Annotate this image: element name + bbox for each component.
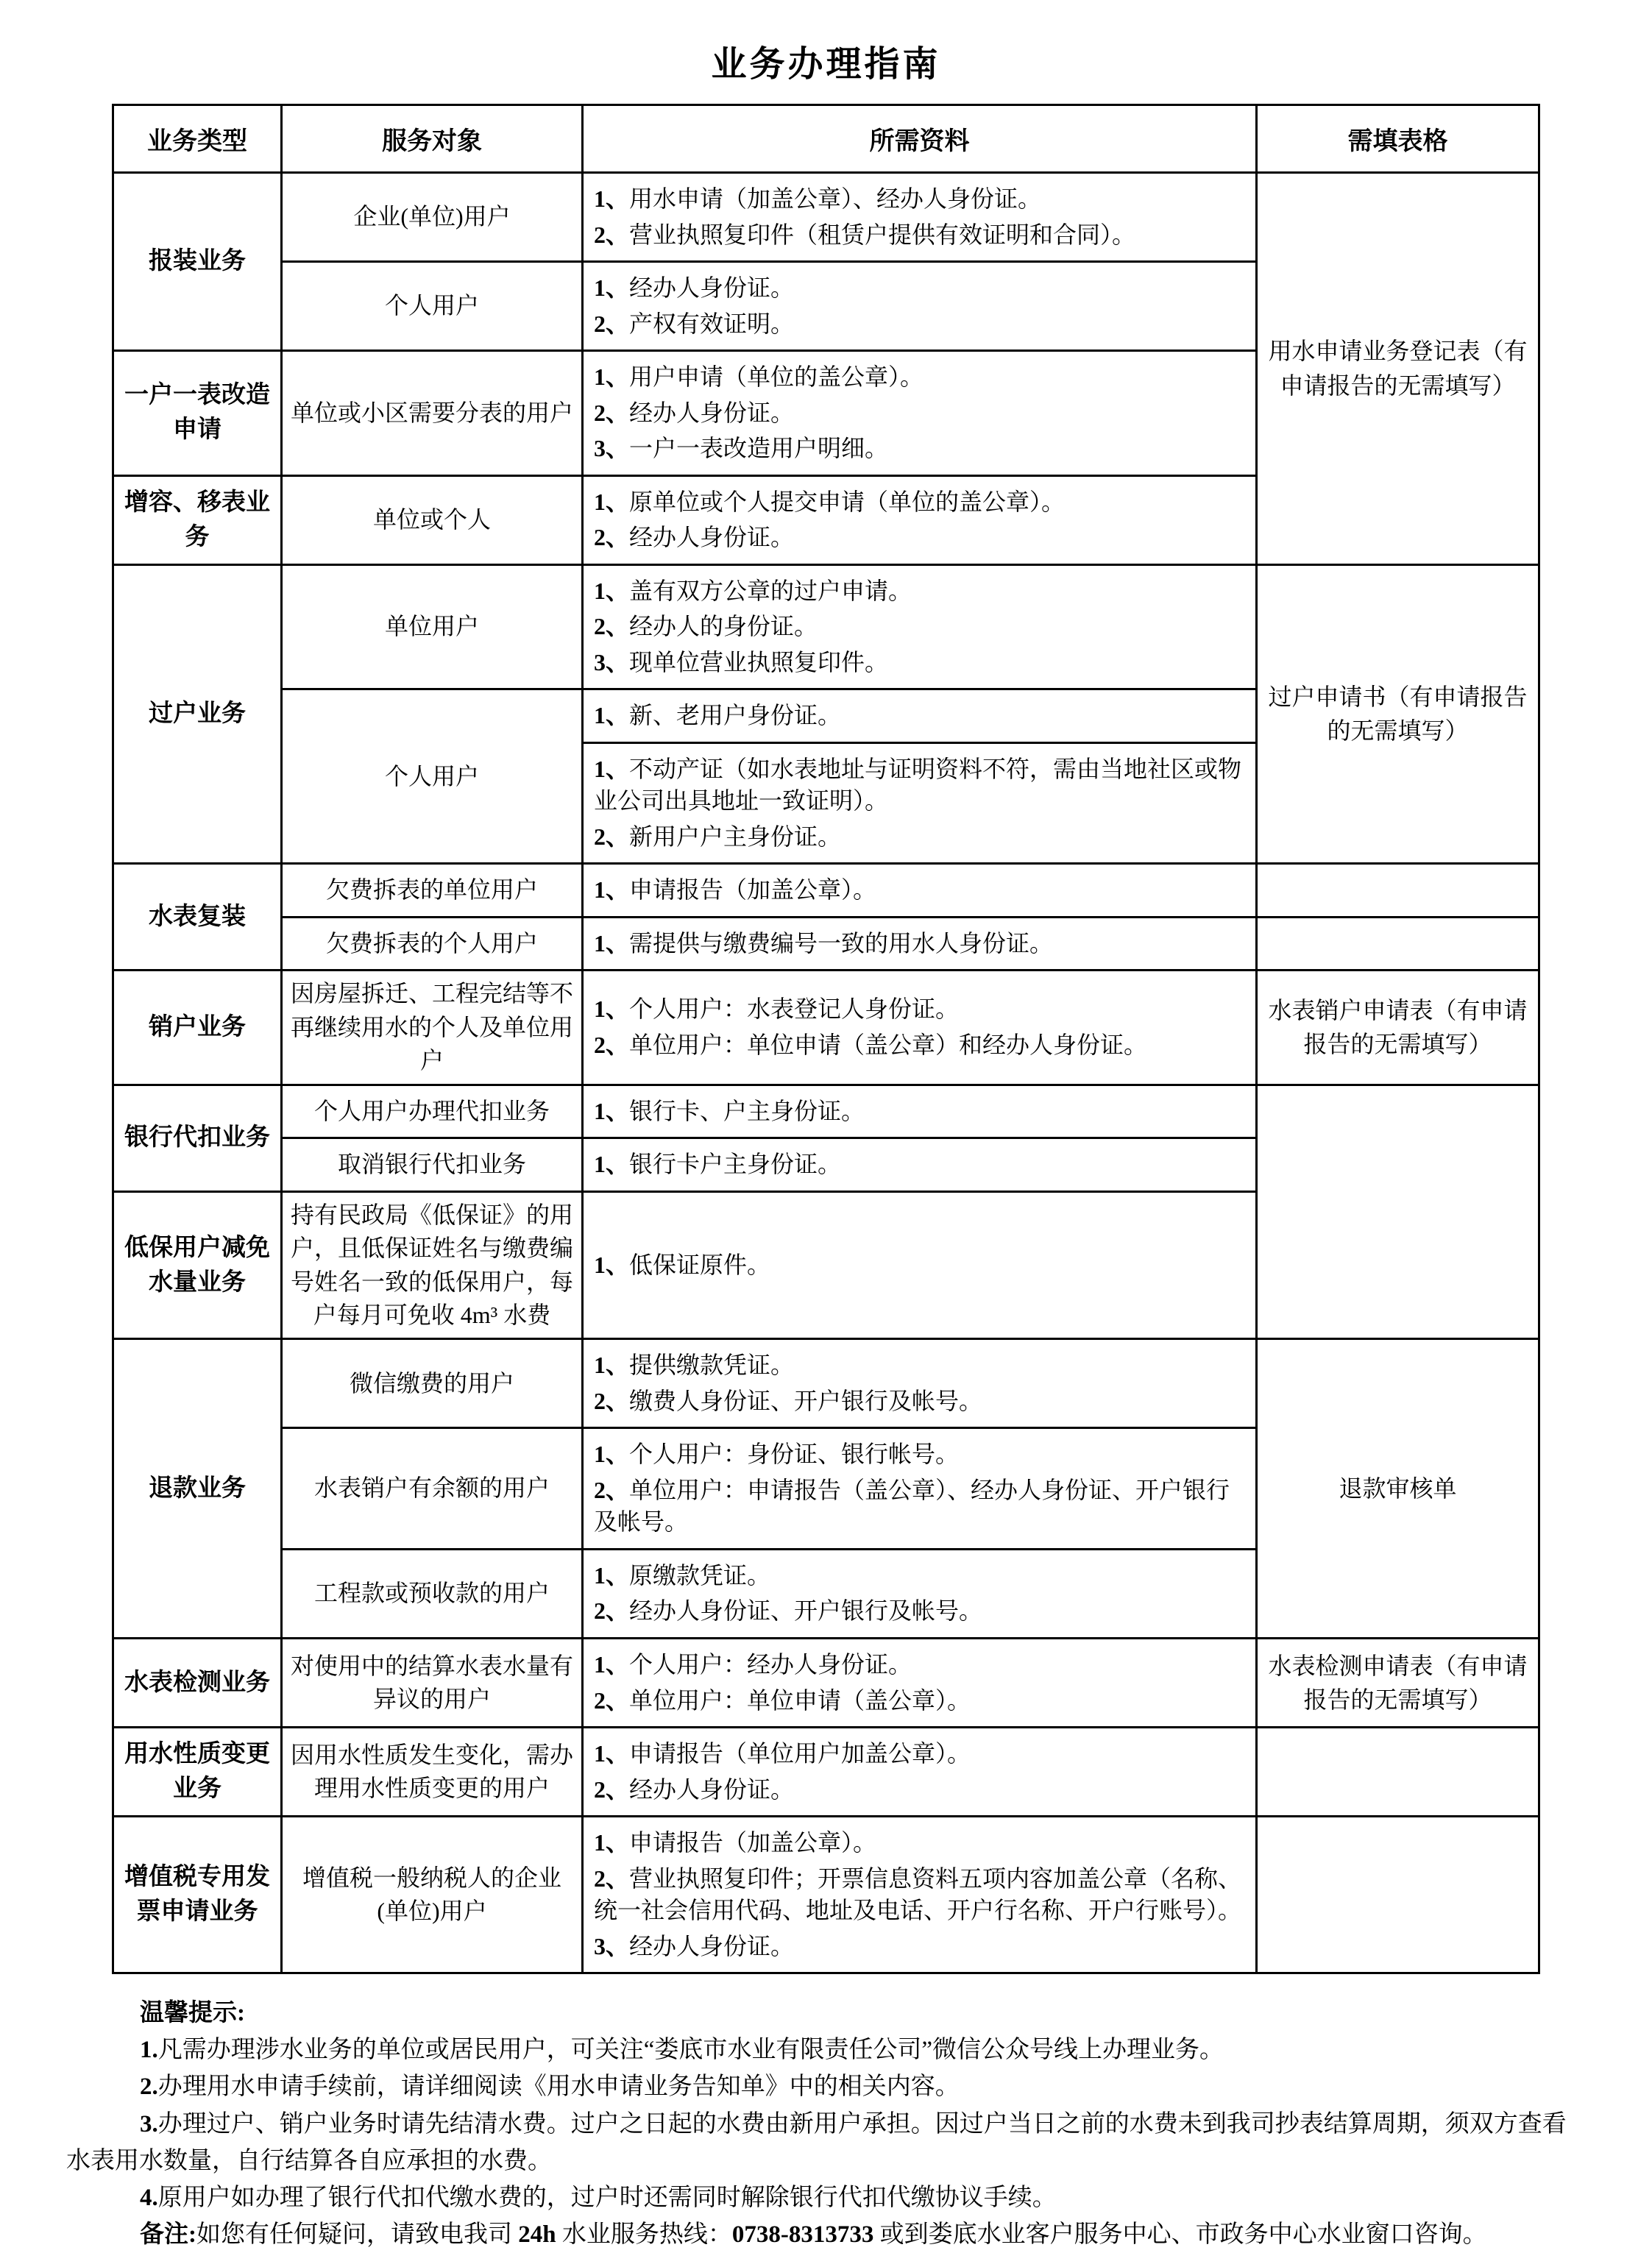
item-number: 3、 — [594, 435, 630, 462]
form-cell: 水表检测申请表（有申请报告的无需填写） — [1257, 1638, 1539, 1727]
item-text: 营业执照复印件（租赁户提供有效证明和合同）。 — [629, 221, 1136, 248]
service-target-cell: 微信缴费的用户 — [282, 1339, 583, 1428]
hotline-hours: 24h — [518, 2221, 556, 2249]
note-number: 3. — [140, 2110, 158, 2137]
item-number: 1、 — [594, 363, 630, 391]
service-target-cell: 因用水性质发生变化，需办理用水性质变更的用户 — [282, 1728, 583, 1817]
form-cell: 用水申请业务登记表（有申请报告的无需填写） — [1257, 173, 1539, 565]
materials-cell — [583, 742, 1257, 864]
material-item — [594, 219, 1247, 252]
remark-label: 备注: — [140, 2221, 196, 2249]
material-item — [594, 1649, 1247, 1681]
business-type-cell: 退款业务 — [113, 1339, 282, 1639]
service-target-cell: 欠费拆表的个人用户 — [282, 917, 583, 971]
table-row — [113, 864, 1539, 918]
material-item — [594, 1029, 1247, 1062]
business-type-cell: 一户一表改造申请 — [113, 351, 282, 476]
materials-cell — [583, 564, 1257, 689]
material-item — [594, 611, 1247, 643]
table-row — [113, 564, 1539, 689]
materials-cell — [583, 475, 1257, 564]
note-number: 2. — [140, 2073, 158, 2101]
item-number: 1、 — [594, 274, 630, 302]
service-target-cell: 个人用户 — [282, 262, 583, 351]
material-item — [594, 1827, 1247, 1859]
item-text: 经办人的身份证。 — [629, 613, 818, 640]
materials-cell — [583, 1817, 1257, 1973]
material-item — [594, 1438, 1247, 1471]
item-text: 原缴款凭证。 — [629, 1561, 771, 1589]
material-item — [594, 397, 1247, 430]
material-item — [594, 753, 1247, 817]
material-item — [594, 1385, 1247, 1418]
service-target-cell: 因房屋拆迁、工程完结等不再继续用水的个人及单位用户 — [282, 971, 583, 1085]
material-item — [594, 1349, 1247, 1382]
item-text: 营业执照复印件；开票信息资料五项内容加盖公章（名称、统一社会信用代码、地址及电话、开户行名称、开户行账号）。 — [594, 1865, 1242, 1924]
material-item — [594, 1685, 1247, 1717]
item-text: 申请报告（单位用户加盖公章）。 — [629, 1740, 971, 1767]
header-row — [113, 105, 1539, 173]
note-text: 办理用水申请手续前，请详细阅读《用水申请业务告知单》中的相关内容。 — [157, 2073, 960, 2101]
item-number: 2、 — [594, 1597, 630, 1625]
service-target-cell: 单位或小区需要分表的用户 — [282, 351, 583, 476]
item-text: 盖有双方公章的过户申请。 — [629, 577, 912, 604]
item-number: 2、 — [594, 1775, 630, 1803]
form-cell — [1257, 1817, 1539, 1973]
material-item — [594, 1096, 1247, 1128]
item-text: 原单位或个人提交申请（单位的盖公章）。 — [629, 488, 1066, 515]
item-number: 1、 — [594, 1829, 630, 1856]
service-target-cell: 持有民政局《低保证》的用户，且低保证姓名与缴费编号姓名一致的低保用户，每户每月可免收 4m³ 水费 — [282, 1191, 583, 1339]
business-type-cell: 用水性质变更业务 — [113, 1728, 282, 1817]
business-type-cell: 报装业务 — [113, 173, 282, 351]
materials-cell — [583, 262, 1257, 351]
table-row — [113, 971, 1539, 1085]
note-number: 4. — [140, 2184, 158, 2211]
service-target-cell: 对使用中的结算水表水量有异议的用户 — [282, 1638, 583, 1727]
table-row — [113, 173, 1539, 262]
item-text: 提供缴款凭证。 — [629, 1352, 795, 1379]
item-text: 不动产证（如水表地址与证明资料不符，需由当地社区或物业公司出具地址一致证明）。 — [594, 755, 1242, 815]
materials-cell — [583, 917, 1257, 971]
notes-section — [66, 1995, 1582, 2253]
item-number: 1、 — [594, 876, 630, 904]
item-number: 1、 — [594, 755, 630, 782]
item-text: 新、老用户身份证。 — [629, 702, 842, 729]
business-guide-table — [112, 104, 1540, 1974]
service-target-cell: 水表销户有余额的用户 — [282, 1428, 583, 1550]
notes-heading — [66, 1995, 1582, 2032]
item-number: 1、 — [594, 1561, 630, 1589]
material-item — [594, 821, 1247, 854]
notes-heading-label: 温馨提示: — [140, 2000, 245, 2027]
item-number: 1、 — [594, 1097, 630, 1124]
materials-cell — [583, 1728, 1257, 1817]
materials-cell — [583, 1428, 1257, 1550]
form-cell: 水表销户申请表（有申请报告的无需填写） — [1257, 971, 1539, 1085]
note-text: 原用户如办理了银行代扣代缴水费的，过户时还需同时解除银行代扣代缴协议手续。 — [157, 2184, 1057, 2211]
material-item — [594, 1931, 1247, 1963]
material-item — [594, 183, 1247, 216]
note-item — [66, 2179, 1582, 2216]
material-item — [594, 1738, 1247, 1770]
item-text: 需提供与缴费编号一致的用水人身份证。 — [629, 929, 1054, 957]
material-item — [594, 928, 1247, 960]
table-row — [113, 1339, 1539, 1428]
table-row — [113, 1085, 1539, 1138]
item-number: 1、 — [594, 929, 630, 957]
remark-text: 如您有任何疑问，请致电我司 — [196, 2221, 519, 2249]
materials-cell — [583, 1638, 1257, 1727]
material-item — [594, 522, 1247, 554]
form-cell: 退款审核单 — [1257, 1339, 1539, 1639]
item-number: 1、 — [594, 1352, 630, 1379]
form-cell — [1257, 1728, 1539, 1817]
material-item — [594, 361, 1247, 394]
materials-cell — [583, 1085, 1257, 1138]
material-item — [594, 1863, 1247, 1927]
note-number: 1. — [140, 2037, 158, 2064]
materials-cell — [583, 351, 1257, 476]
material-item — [594, 272, 1247, 305]
material-item — [594, 1595, 1247, 1628]
material-item — [594, 308, 1247, 341]
item-text: 产权有效证明。 — [629, 310, 795, 337]
materials-cell — [583, 173, 1257, 262]
item-text: 经办人身份证。 — [629, 274, 795, 302]
business-type-cell: 销户业务 — [113, 971, 282, 1085]
table-row — [113, 1638, 1539, 1727]
item-text: 申请报告（加盖公章）。 — [629, 1829, 877, 1856]
material-item — [594, 1774, 1247, 1806]
page-title: 业务办理指南 — [711, 45, 941, 84]
table-row — [113, 1728, 1539, 1817]
header-service-target: 服务对象 — [282, 105, 583, 173]
business-type-cell: 低保用户减免水量业务 — [113, 1191, 282, 1339]
item-number: 1、 — [594, 488, 630, 515]
note-item — [66, 2032, 1582, 2068]
table-row — [113, 1817, 1539, 1973]
materials-cell — [583, 971, 1257, 1085]
materials-cell — [583, 1339, 1257, 1428]
item-number: 3、 — [594, 1932, 630, 1959]
item-number: 2、 — [594, 1686, 630, 1714]
item-number: 1、 — [594, 1650, 630, 1678]
item-text: 单位用户：单位申请（盖公章）。 — [629, 1686, 971, 1714]
item-text: 用户申请（单位的盖公章）。 — [629, 363, 924, 391]
business-type-cell: 过户业务 — [113, 564, 282, 864]
form-cell — [1257, 864, 1539, 918]
item-number: 2、 — [594, 1476, 630, 1503]
form-cell — [1257, 1085, 1539, 1339]
material-item — [594, 700, 1247, 732]
header-materials: 所需资料 — [583, 105, 1257, 173]
note-item — [66, 2068, 1582, 2105]
item-number: 1、 — [594, 577, 630, 604]
item-number: 3、 — [594, 648, 630, 675]
material-item — [594, 1149, 1247, 1181]
materials-cell — [583, 1549, 1257, 1638]
header-business-type: 业务类型 — [113, 105, 282, 173]
material-item — [594, 433, 1247, 465]
item-number: 1、 — [594, 1441, 630, 1468]
item-number: 2、 — [594, 524, 630, 551]
item-number: 2、 — [594, 1387, 630, 1414]
form-cell: 过户申请书（有申请报告的无需填写） — [1257, 564, 1539, 864]
service-target-cell: 单位或个人 — [282, 475, 583, 564]
service-target-cell: 欠费拆表的单位用户 — [282, 864, 583, 918]
business-type-cell: 水表检测业务 — [113, 1638, 282, 1727]
item-text: 银行卡户主身份证。 — [629, 1151, 842, 1178]
item-number: 1、 — [594, 702, 630, 729]
note-text: 办理过户、销户业务时请先结清水费。过户之日起的水费由新用户承担。因过户当日之前的水费未到我司抄表结算周期，须双方查看水表用水数量，自行结算各自应承担的水费。 — [66, 2110, 1567, 2174]
materials-cell — [583, 689, 1257, 743]
materials-cell — [583, 1138, 1257, 1192]
item-text: 用水申请（加盖公章）、经办人身份证。 — [629, 185, 1042, 212]
remark-text: 或到娄底水业客户服务中心、市政务中心水业窗口咨询。 — [873, 2221, 1487, 2249]
item-number: 1、 — [594, 185, 630, 212]
item-number: 2、 — [594, 823, 630, 850]
item-number: 2、 — [594, 1865, 630, 1892]
item-text: 经办人身份证。 — [629, 1775, 795, 1803]
item-text: 个人用户：经办人身份证。 — [629, 1650, 912, 1678]
form-cell — [1257, 917, 1539, 971]
item-text: 单位用户：申请报告（盖公章）、经办人身份证、开户银行及帐号。 — [594, 1476, 1230, 1536]
service-target-cell: 个人用户办理代扣业务 — [282, 1085, 583, 1138]
service-target-cell: 企业(单位)用户 — [282, 173, 583, 262]
item-text: 经办人身份证、开户银行及帐号。 — [629, 1597, 983, 1625]
material-item — [594, 874, 1247, 906]
service-target-cell: 增值税一般纳税人的企业(单位)用户 — [282, 1817, 583, 1973]
material-item — [594, 993, 1247, 1026]
service-target-cell: 工程款或预收款的用户 — [282, 1549, 583, 1638]
note-text: 凡需办理涉水业务的单位或居民用户，可关注“娄底市水业有限责任公司”微信公众号线上办理业务。 — [157, 2037, 1224, 2064]
material-item — [594, 1249, 1247, 1282]
item-text: 一户一表改造用户明细。 — [629, 435, 889, 462]
item-number: 1、 — [594, 1740, 630, 1767]
item-text: 经办人身份证。 — [629, 524, 795, 551]
materials-cell — [583, 1191, 1257, 1339]
item-number: 1、 — [594, 1151, 630, 1178]
item-text: 缴费人身份证、开户银行及帐号。 — [629, 1387, 983, 1414]
business-type-cell: 银行代扣业务 — [113, 1085, 282, 1191]
material-item — [594, 486, 1247, 519]
item-text: 新用户户主身份证。 — [629, 823, 842, 850]
material-item — [594, 575, 1247, 608]
service-target-cell: 取消银行代扣业务 — [282, 1138, 583, 1192]
material-item — [594, 647, 1247, 679]
item-text: 经办人身份证。 — [629, 1932, 795, 1959]
item-text: 个人用户：身份证、银行帐号。 — [629, 1441, 960, 1468]
phone-number: 0738-8313733 — [731, 2221, 874, 2249]
item-number: 2、 — [594, 221, 630, 248]
item-number: 1、 — [594, 996, 630, 1023]
remark — [66, 2216, 1582, 2253]
material-item — [594, 1560, 1247, 1592]
item-text: 经办人身份证。 — [629, 399, 795, 426]
item-number: 2、 — [594, 613, 630, 640]
item-text: 银行卡、户主身份证。 — [629, 1097, 865, 1124]
item-number: 1、 — [594, 1251, 630, 1278]
item-number: 2、 — [594, 310, 630, 337]
item-text: 低保证原件。 — [629, 1251, 771, 1278]
remark-text: 水业服务热线： — [556, 2221, 732, 2249]
note-item — [66, 2106, 1582, 2179]
service-target-cell: 个人用户 — [282, 689, 583, 864]
material-item — [594, 1475, 1247, 1539]
item-number: 2、 — [594, 1031, 630, 1058]
table-row — [113, 917, 1539, 971]
item-text: 申请报告（加盖公章）。 — [629, 876, 877, 904]
item-number: 2、 — [594, 399, 630, 426]
business-type-cell: 增容、移表业务 — [113, 475, 282, 564]
service-target-cell: 单位用户 — [282, 564, 583, 689]
item-text: 单位用户：单位申请（盖公章）和经办人身份证。 — [629, 1031, 1148, 1058]
item-text: 现单位营业执照复印件。 — [629, 648, 889, 675]
header-form: 需填表格 — [1257, 105, 1539, 173]
business-type-cell: 水表复装 — [113, 864, 282, 971]
item-text: 个人用户：水表登记人身份证。 — [629, 996, 960, 1023]
materials-cell — [583, 864, 1257, 918]
business-type-cell: 增值税专用发票申请业务 — [113, 1817, 282, 1973]
